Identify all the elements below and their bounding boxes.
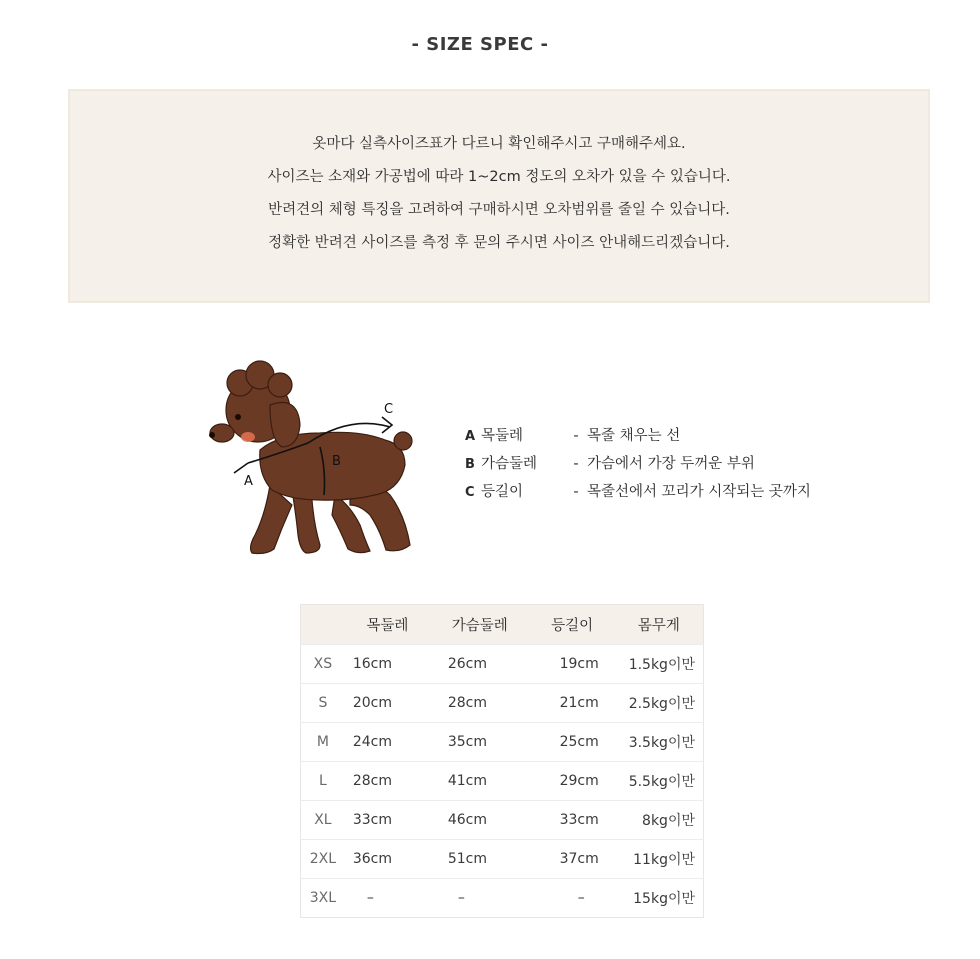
chest-cell: 51cm (430, 840, 530, 879)
legend-name: 가슴둘레 (481, 456, 538, 472)
neck-cell: 16cm (345, 645, 430, 684)
neck-cell: 33cm (345, 801, 430, 840)
dog-cheek (241, 432, 255, 442)
legend-row-c (465, 481, 811, 509)
poodle-icon (210, 361, 412, 554)
weight-cell: 3.5kg이만 (615, 723, 704, 762)
table-row (301, 840, 704, 879)
measurement-legend (465, 425, 811, 509)
header-chest: 가슴둘레 (430, 605, 530, 645)
size-cell: L (301, 762, 345, 801)
notice-lines (70, 133, 928, 265)
notice-line-1: 옷마다 실측사이즈표가 다르니 확인해주시고 구매해주세요. (312, 136, 686, 152)
weight-cell: 2.5kg이만 (615, 684, 704, 723)
size-table (300, 604, 704, 918)
header-weight: 몸무게 (615, 605, 704, 645)
neck-cell: – (345, 879, 430, 918)
neck-cell: 24cm (345, 723, 430, 762)
table-row (301, 645, 704, 684)
header-neck: 목둘레 (345, 605, 430, 645)
notice-line-2: 사이즈는 소재와 가공법에 따라 1~2cm 정도의 오차가 있을 수 있습니다. (267, 169, 731, 185)
weight-cell: 8kg이만 (615, 801, 704, 840)
notice-line-4: 정확한 반려견 사이즈를 측정 후 문의 주시면 사이즈 안내해드리겠습니다. (268, 235, 730, 251)
label-c: C (384, 402, 394, 417)
dog-eye (235, 414, 241, 420)
size-cell: 2XL (301, 840, 345, 879)
legend-dash: - (573, 484, 579, 500)
neck-cell: 28cm (345, 762, 430, 801)
legend-letter: B (465, 457, 475, 472)
back-cell: 25cm (530, 723, 615, 762)
back-cell: – (530, 879, 615, 918)
chest-cell: 41cm (430, 762, 530, 801)
chest-cell: 26cm (430, 645, 530, 684)
chest-cell: – (430, 879, 530, 918)
legend-row-b (465, 453, 811, 481)
header-size (301, 605, 345, 645)
page-title: - SIZE SPEC - (411, 34, 549, 55)
header-back: 등길이 (530, 605, 615, 645)
legend-desc: 목줄 채우는 선 (587, 428, 681, 444)
back-cell: 21cm (530, 684, 615, 723)
size-cell: S (301, 684, 345, 723)
size-cell: 3XL (301, 879, 345, 918)
notice-box (68, 89, 930, 303)
table-row (301, 762, 704, 801)
legend-desc: 가슴에서 가장 두꺼운 부위 (587, 456, 755, 472)
legend-dash: - (573, 456, 579, 472)
weight-cell: 5.5kg이만 (615, 762, 704, 801)
legend-letter: C (465, 485, 475, 500)
neck-cell: 36cm (345, 840, 430, 879)
notice-line-3: 반려견의 체형 특징을 고려하여 구매하시면 오차범위를 줄일 수 있습니다. (268, 202, 730, 218)
label-b: B (332, 454, 341, 469)
chest-cell: 28cm (430, 684, 530, 723)
legend-name: 등길이 (481, 484, 524, 500)
table-row (301, 684, 704, 723)
label-a: A (244, 474, 253, 489)
dog-nose (209, 432, 215, 438)
chest-cell: 35cm (430, 723, 530, 762)
size-cell: M (301, 723, 345, 762)
weight-cell: 1.5kg이만 (615, 645, 704, 684)
legend-name: 목둘레 (481, 428, 524, 444)
legend-row-a (465, 425, 811, 453)
back-cell: 29cm (530, 762, 615, 801)
neck-cell: 20cm (345, 684, 430, 723)
chest-cell: 46cm (430, 801, 530, 840)
back-cell: 37cm (530, 840, 615, 879)
weight-cell: 11kg이만 (615, 840, 704, 879)
size-cell: XS (301, 645, 345, 684)
back-cell: 33cm (530, 801, 615, 840)
legend-letter: A (465, 429, 476, 444)
weight-cell: 15kg이만 (615, 879, 704, 918)
table-header-row (301, 605, 704, 645)
table-row (301, 723, 704, 762)
size-cell: XL (301, 801, 345, 840)
table-row (301, 801, 704, 840)
dog-measurement-illustration (200, 355, 430, 565)
back-cell: 19cm (530, 645, 615, 684)
legend-dash: - (573, 428, 579, 444)
table-row (301, 879, 704, 918)
legend-desc: 목줄선에서 꼬리가 시작되는 곳까지 (587, 484, 811, 500)
